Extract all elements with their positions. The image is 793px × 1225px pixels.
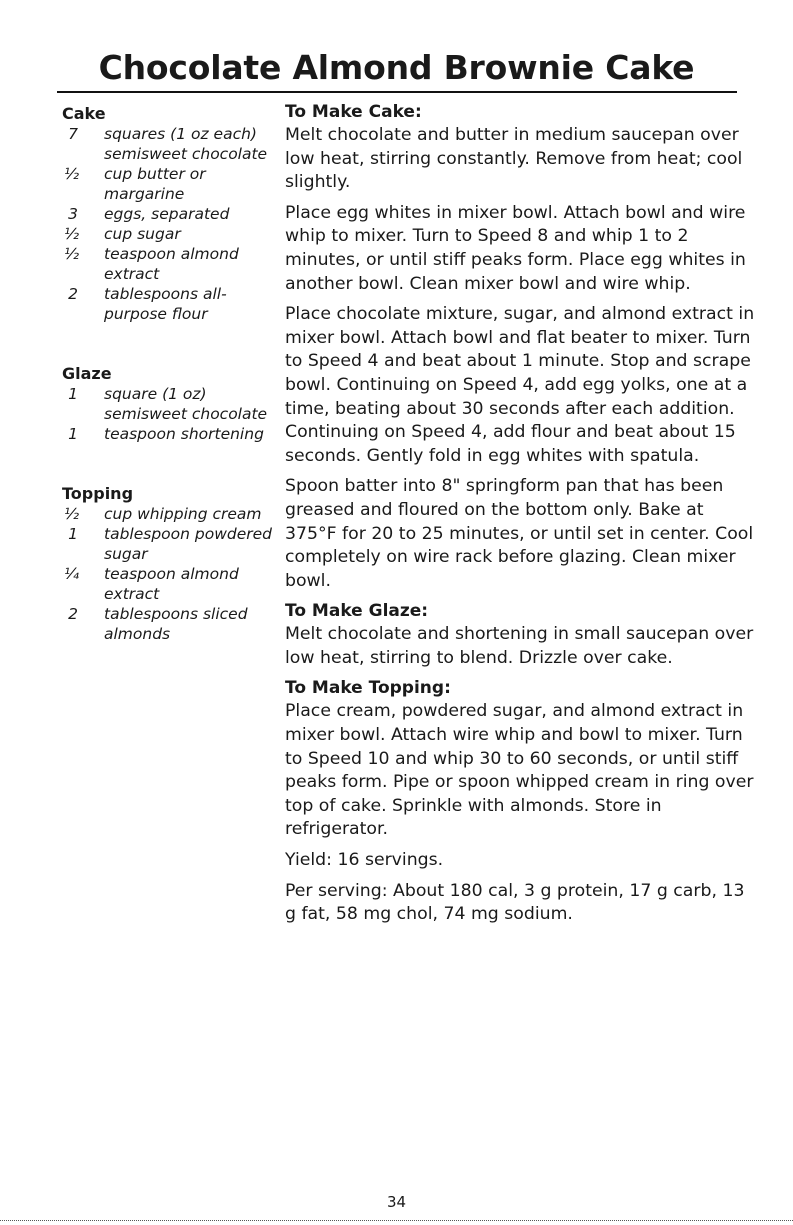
- section-heading-glaze: Glaze: [62, 364, 112, 383]
- method-column: [285, 101, 755, 934]
- ingredient-qty: ½: [64, 225, 80, 243]
- ingredient-desc: eggs, separated: [104, 205, 230, 223]
- page-title: Chocolate Almond Brownie Cake: [98, 48, 695, 87]
- ingredient-item: [62, 504, 277, 524]
- ingredient-section-topping: [62, 484, 277, 644]
- ingredient-desc: teaspoon almond extract: [104, 245, 239, 283]
- page-number: 34: [386, 1193, 407, 1211]
- ingredient-qty: 1: [68, 525, 78, 543]
- ingredient-item: [62, 604, 277, 644]
- nutrition-text: Per serving: About 180 cal, 3 g protein, 17 g carb, 13 g fat, 58 mg chol, 74 mg sodium.: [285, 880, 745, 925]
- ingredient-desc: cup sugar: [104, 225, 181, 243]
- ingredient-item: [62, 204, 277, 224]
- ingredient-section-glaze: [62, 364, 277, 444]
- ingredient-item: [62, 244, 277, 284]
- ingredient-desc: tablespoons sliced almonds: [104, 605, 248, 643]
- method-paragraph: Place cream, powdered sugar, and almond extract in mixer bowl. Attach wire whip and bowl to mixer. Turn to Speed 10 and whip 30 to 60 seconds, or until stiff peaks form. Pipe or spoon whipped cream in ring over top of cake. Sprinkle with almonds. Store in refrigerator.: [285, 701, 754, 840]
- ingredient-desc: teaspoon almond extract: [104, 565, 239, 603]
- ingredient-item: [62, 524, 277, 564]
- ingredient-item: [62, 124, 277, 164]
- ingredient-item: [62, 164, 277, 204]
- method-paragraph: Melt chocolate and butter in medium saucepan over low heat, stirring constantly. Remove from heat; cool slightly.: [285, 125, 743, 193]
- ingredient-item: [62, 564, 277, 604]
- bottom-border: [0, 1220, 793, 1221]
- ingredient-qty: ½: [64, 165, 80, 183]
- method-paragraph: Place egg whites in mixer bowl. Attach bowl and wire whip to mixer. Turn to Speed 8 and whip 1 to 2 minutes, or until stiff peaks form. Place egg whites in another bowl. Clean mixer bowl and wire whip.: [285, 202, 746, 294]
- section-heading-cake: Cake: [62, 104, 106, 123]
- ingredient-qty: ½: [64, 245, 80, 263]
- method-paragraph: Place chocolate mixture, sugar, and almond extract in mixer bowl. Attach bowl and flat beater to mixer. Turn to Speed 4 and beat about 1 minute. Stop and scrape bowl. Continuing on Speed 4, add egg yolks, one at a time, beating about 30 seconds after each addition. Continuing on Speed 4, add flour and beat about 15 seconds. Gently fold in egg whites with spatula.: [285, 304, 755, 466]
- ingredient-qty: 2: [68, 285, 78, 303]
- method-heading-glaze: To Make Glaze:: [285, 601, 429, 622]
- ingredient-item: [62, 384, 277, 424]
- method-paragraph: Spoon batter into 8" springform pan that has been greased and floured on the bottom only. Bake at 375°F for 20 to 25 minutes, or until set in center. Cool completely on wire rack before glazing. Clean mixer bowl.: [285, 476, 754, 591]
- ingredient-qty: ¼: [64, 565, 80, 583]
- ingredient-desc: tablespoon powdered sugar: [104, 525, 273, 563]
- ingredient-desc: squares (1 oz each) semisweet chocolate: [104, 125, 268, 163]
- ingredient-qty: 7: [68, 125, 78, 143]
- method-heading-topping: To Make Topping:: [285, 678, 451, 699]
- ingredient-qty: 2: [68, 605, 78, 623]
- ingredient-desc: cup butter or margarine: [104, 165, 206, 203]
- ingredient-desc: cup whipping cream: [104, 505, 262, 523]
- ingredient-desc: square (1 oz) semisweet chocolate: [104, 385, 268, 423]
- title-divider: [57, 91, 737, 93]
- ingredient-qty: 3: [68, 205, 78, 223]
- ingredient-desc: tablespoons all-purpose flour: [104, 285, 227, 323]
- ingredient-item: [62, 424, 277, 444]
- yield-text: Yield: 16 servings.: [285, 850, 444, 871]
- ingredient-section-cake: [62, 104, 277, 324]
- ingredient-qty: 1: [68, 385, 78, 403]
- ingredient-qty: 1: [68, 425, 78, 443]
- method-heading-cake: To Make Cake:: [285, 102, 422, 122]
- ingredient-qty: ½: [64, 505, 80, 523]
- ingredient-item: [62, 224, 277, 244]
- method-paragraph: Melt chocolate and shortening in small saucepan over low heat, stirring to blend. Drizzle over cake.: [285, 624, 754, 668]
- section-heading-topping: Topping: [62, 484, 134, 503]
- ingredient-desc: teaspoon shortening: [104, 425, 264, 443]
- ingredient-item: [62, 284, 277, 324]
- ingredients-column: [62, 104, 277, 684]
